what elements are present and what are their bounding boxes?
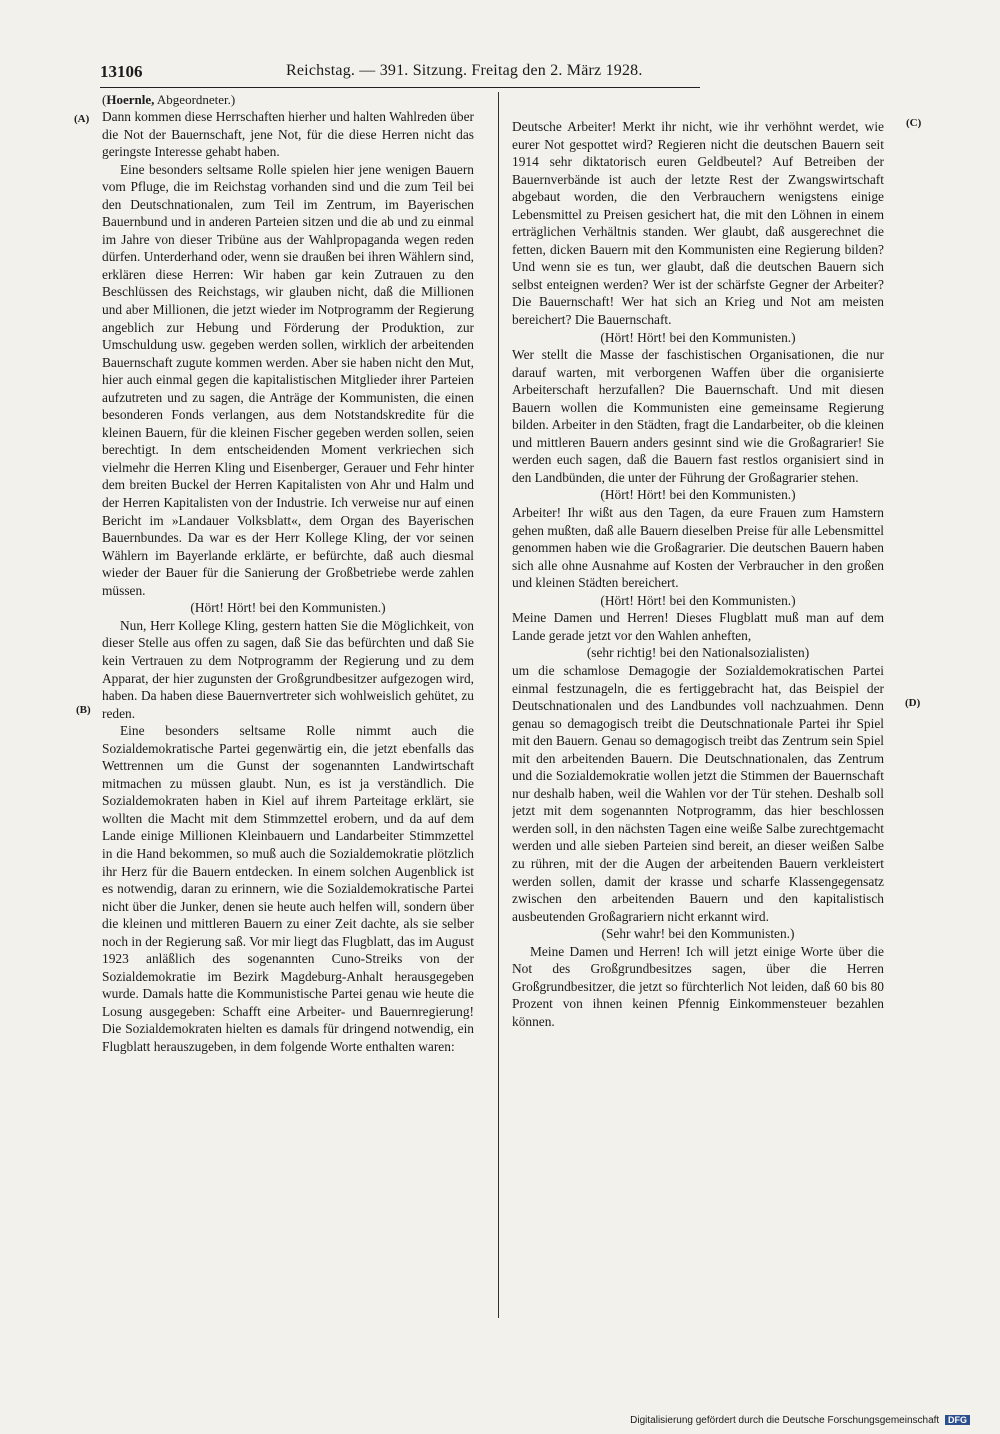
left-column <box>102 108 474 1318</box>
margin-mark-c: (C) <box>906 117 922 129</box>
quoted-paragraph: Arbeiter! Ihr wißt aus den Tagen, da eure Frauen zum Hamstern gehen mußten, daß alle Bauern dieselben Preise für alle Lebensmittel genommen haben wie die Großagrarier. Die deutschen Bauern haben sich alle ohne Ausnahme auf Kosten der Verbraucher in den großen und kleinen Städten bereichert. <box>512 505 884 591</box>
interjection: (Sehr wahr! bei den Kommunisten.) <box>601 926 795 942</box>
paragraph: Meine Damen und Herren! Dieses Flugblatt muß man auf dem Lande gerade jetzt vor den Wahlen anheften, <box>512 610 884 643</box>
header-rule <box>100 87 700 88</box>
interjection: (sehr richtig! bei den Nationalsozialisten) <box>586 645 810 661</box>
speaker-role: Abgeordneter.) <box>156 92 236 107</box>
right-column <box>512 118 884 1308</box>
paragraph: Eine besonders seltsame Rolle nimmt auch die Sozialdemokratische Partei gegenwärtig ein, die jetzt ebenfalls das Wettrennen um die Gunst der sogenannten Landwirtschaft mitmachen zu müssen glaubt. Nun, es ist ja verständlich. Die Sozialdemokraten haben in Kiel auf ihrem Parteitage erklärt, sie wollten die Macht mit dem Stimmzettel erobern, und da auf dem Lande einige Millionen Kleinbauern und Landarbeiter Stimmzettel in die Hand bekommen, so muß auch die Sozialdemokratie plötzlich ihr Herz für die Bauern entdecken. In einem solchen Augenblick ist es notwendig, daran zu erinnern, wie die Sozialdemokratische Partei nicht über die Junker, denen sie heute auch helfen will, sondern über die kleinen und mittleren Bauern zu einer Zeit dachte, als sie selber noch in der Regierung saß. Vor mir liegt das Flugblatt, das im August 1923 anläßlich des sogenannten Cuno-Streiks von der Sozialdemokratie im Bezirk Magdeburg-Anhalt herausgegeben wurde. Damals hatte die Kommunistische Partei genau wie heute die Losung ausgegeben: Schafft eine Arbeiter- und Bauernregierung! Die Sozialdemokraten hielten es damals für dringend notwendig, ein Flugblatt herauszugeben, in dem folgende Worte enthalten waren: <box>102 723 474 1054</box>
margin-mark-d: (D) <box>905 697 921 709</box>
interjection: (Hört! Hört! bei den Kommunisten.) <box>600 487 796 503</box>
interjection: (Hört! Hört! bei den Kommunisten.) <box>190 600 386 616</box>
margin-mark-b: (B) <box>76 704 91 716</box>
speaker-line <box>102 92 235 108</box>
paragraph: Eine besonders seltsame Rolle spielen hier jene wenigen Bauern vom Pfluge, die im Reichstag vorhanden sind und die zum Teil bei den Deutschnationalen, zum Teil im Zentrum, im Bayerischen Bauernbund und in anderen Parteien sitzen und die ab und zu einmal im Jahre von dieser Tribüne aus der Wahlpropaganda wegen reden dürfen. Unterderhand oder, wenn sie draußen bei ihren Wählern sind, erklären diese Herren: Wir haben gar kein Zutrauen zu den Beschlüssen des Reichstags, wir glauben nicht, daß die Millionen und aber Millionen, die jetzt wieder im Notprogramm der Regierung angeblich zur Hebung und Förderung der Produktion, zur Umschuldung usw. gegeben werden sollen, wirklich der arbeitenden Bauernschaft zugute kommen werden. Aber sie haben nicht den Mut, hier auch einmal gegen die kapitalistischen Mitglieder ihrer Parteien aufzutreten und zu sagen, die Anträge der Kommunisten, die einen besonderen Fonds verlangen, aus dem Notstandskredite für die kleinen Bauern, für die kleinen Fischer gegeben werden sollen, seien berechtigt. In dem entscheidenden Moment verkriechen sich vielmehr die Herren Kling und Eisenberger, Gerauer und Fehr hinter dem breiten Buckel der Herren Kapitalisten von Ahr und Halm und der Herren Kapitalisten von der Industrie. Ich verweise nur auf einen Bericht im »Landauer Volksblatt«, dem Organ des Bayerischen Bauernbundes. Da war es der Herr Kollege Kling, der vor seinen Wählern im Bayerlande erklärte, er befürchte, daß auch diesmal wieder der Bauer für die Sanierung der Großbetriebe werde zahlen müssen. <box>102 161 474 598</box>
speaker-open-paren: ( <box>102 92 107 107</box>
dfg-logo: DFG <box>945 1415 970 1425</box>
interjection: (Hört! Hört! bei den Kommunisten.) <box>600 329 796 345</box>
page-header <box>100 62 700 88</box>
interjection: (Hört! Hört! bei den Kommunisten.) <box>600 592 796 608</box>
column-divider <box>498 92 499 1318</box>
paragraph: um die schamlose Demagogie der Sozialdemokratischen Partei einmal festzunageln, die es fertiggebracht hat, das Beispiel der Deutschnationalen und des Landbundes voll nachzuahmen. Denn genau so demagogisch treibt die Deutschnationale Partei ihr Spiel mit den Bauern. Genau so demagogisch treibt das Zentrum sein Spiel mit den arbeitenden Bauern. Die Deutschnationalen, das Zentrum und die Sozialdemokratie wollen jetzt die Stimmen der Bauernschaft nur deshalb haben, weil die Wahlen vor der Tür stehen. Deshalb soll jetzt mit dem sogenannten Notprogramm, das hier beschlossen werden soll, in den nächsten Tagen eine weiße Salbe zurechtgemacht werden und alle sieben Parteien sind bereit, an dieser weißen Salbe zu rühren, mit der die Augen der arbeitenden Bauern verkleistert werden sollen, damit der krasse und scharfe Klassengegensatz zwischen den arbeitenden Bauern und den kapitalistisch ausbeutenden Großagrariern nicht erkannt wird. <box>512 662 884 924</box>
footer-credit <box>630 1415 970 1426</box>
paragraph: Meine Damen und Herren! Ich will jetzt einige Worte über die Not des Großgrundbesitzes sagen, über die Herren Großgrundbesitzer, die jetzt so fürchterlich Not leiden, daß 60 bis 80 Prozent von ihnen keinen Pfennig Einkommensteuer bezahlen können. <box>512 943 884 1029</box>
page-number: 13106 <box>100 62 143 81</box>
margin-mark-a: (A) <box>74 113 90 125</box>
paragraph: Nun, Herr Kollege Kling, gestern hatten Sie die Möglichkeit, von dieser Stelle aus offen zu sagen, daß Sie das befürchten und daß Sie kein Vertrauen zu dem Notprogramm der Regierung und zu dem Apparat, der hier zugunsten der Großgrundbesitzer aufgezogen wird, haben. Da haben diese Bauernvertreter sich wohlweislich gehütet, zu reden. <box>102 617 474 721</box>
running-title: Reichstag. — 391. Sitzung. Freitag den 2. März 1928. <box>286 62 643 79</box>
speaker-name: Hoernle, <box>106 92 155 107</box>
footer-text: Digitalisierung gefördert durch die Deutsche Forschungsgemeinschaft <box>630 1415 940 1426</box>
paragraph: Dann kommen diese Herrschaften hierher und halten Wahlreden über die Not der Bauernschaft, jene Not, für die diese Herren nicht das geringste Interesse gehabt haben. <box>102 109 474 160</box>
quoted-paragraph: Deutsche Arbeiter! Merkt ihr nicht, wie ihr verhöhnt werdet, wie eurer Not gespottet wird? Regieren nicht die deutschen Bauern seit 1914 sehr diktatorisch euren Geldbeutel? Auf Betreiben der Bauernverbände ist auch der letzte Rest der Zwangswirtschaft abgebaut worden, die den Verbrauchern wenigstens einige Lebensmittel zu Preisen gesichert hat, die mit den Löhnen in einem erträglichen Verhältnis standen. Wer glaubt, daß ausgerechnet die fetten, dicken Bauern mit den Kommunisten eine Regierung bilden? Und wenn sie es tun, wer glaubt, daß die deutschen Bauern sich selbst enteignen werden? Wer ist der schärfste Gegner der Arbeiter? Die Bauernschaft! Wer hat sich an Krieg und Not am meisten bereichert? Die Bauernschaft. <box>512 119 884 328</box>
quoted-paragraph: Wer stellt die Masse der faschistischen Organisationen, die nur darauf warten, mit verborgenen Waffen über die organisierte Arbeiterschaft herzufallen? Die Bauernschaft. Und mit diesen Bauern wollen die Kommunisten eine gemeinsame Regierung bilden. Arbeiter in den Städten, fragt die Landarbeiter, ob die kleinen und mittleren Bauern anders gesinnt sind wie die Großagrarier! Sie werden euch sagen, daß die Bauern fast restlos organisiert sind in den Landbünden, die unter der Führung der Großagrarier stehen. <box>512 347 884 485</box>
